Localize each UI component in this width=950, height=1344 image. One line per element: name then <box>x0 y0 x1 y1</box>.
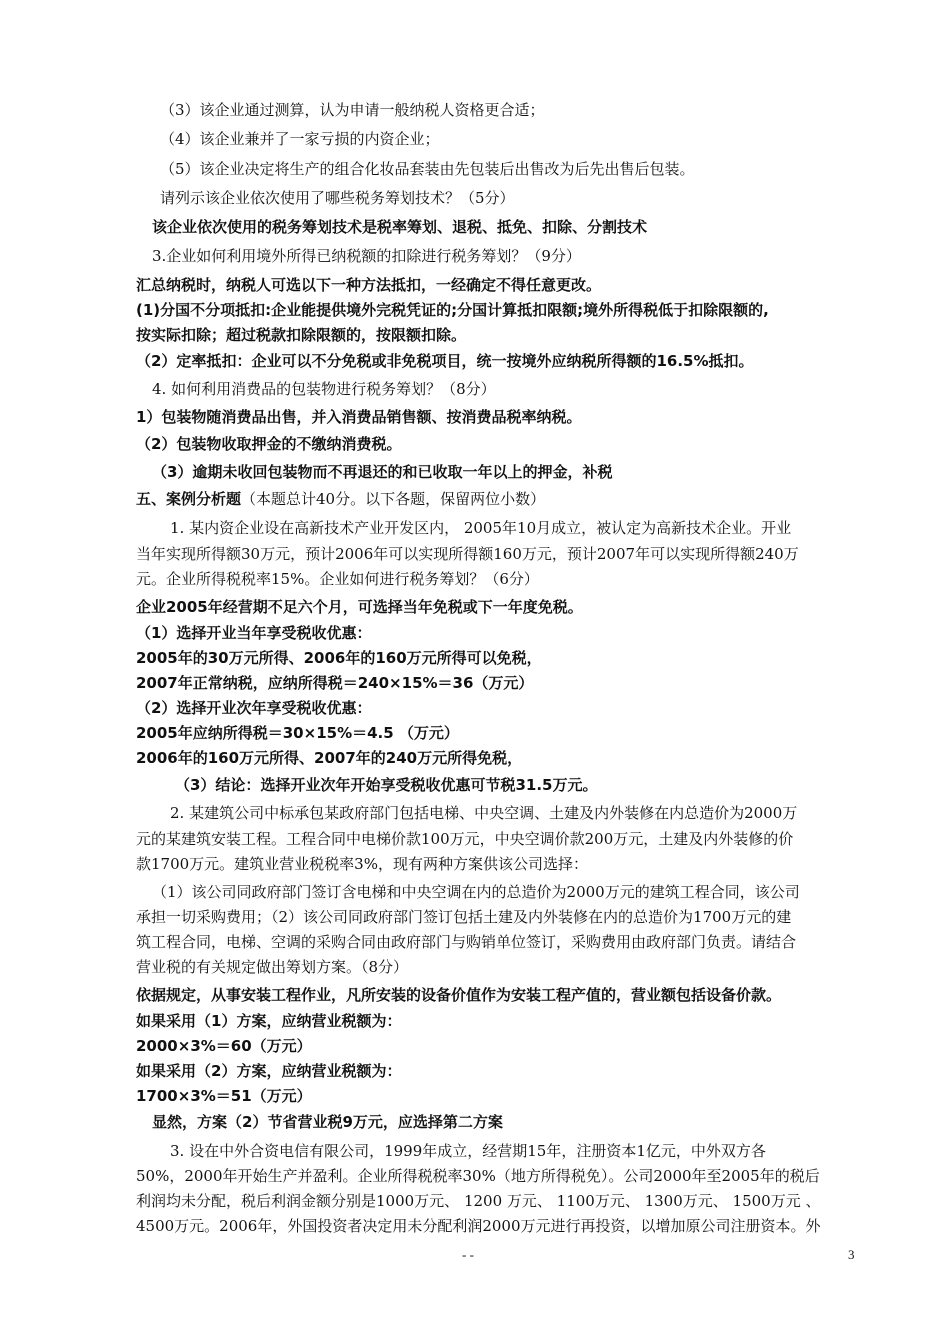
answer-line: 依据规定，从事安装工程作业，凡所安装的设备价值作为安装工程产值的，营业额包括设备价款。 <box>136 986 782 1004</box>
case-text-line: 50%，2000年开始生产并盈利。企业所得税税率30%（地方所得税免）。公司2000年至2005年的税后 <box>136 1167 820 1185</box>
answer-line: （2）包装物收取押金的不缴纳消费税。 <box>136 435 402 453</box>
case-text-line: 当年实现所得额30万元，预计2006年可以实现所得额160万元，预计2007年可以实现所得额240万 <box>136 545 799 563</box>
answer-line: （3）逾期未收回包装物而不再退还的和已收取一年以上的押金，补税 <box>152 463 613 481</box>
case-text-line: 承担一切采购费用；（2）该公司同政府部门签订包括土建及内外装修在内的总造价为1700万元的建 <box>136 908 792 926</box>
answer-line: 如果采用（2）方案，应纳营业税额为： <box>136 1062 402 1080</box>
case-text-line: 1. 某内资企业设在高新技术产业开发区内， 2005年10月成立，被认定为高新技术企业。开业 <box>170 519 792 537</box>
answer-line: 1700×3%＝51（万元） <box>136 1087 312 1105</box>
answer-line: （1）选择开业当年享受税收优惠： <box>136 624 372 642</box>
footer-dashes: - - <box>462 1247 474 1262</box>
case-text-line: 元的某建筑安装工程。工程合同中电梯价款100万元，中央空调价款200万元，土建及内外装修的价 <box>136 830 794 848</box>
text-line: （4）该企业兼并了一家亏损的内资企业； <box>160 130 440 148</box>
text-line: （5）该企业决定将生产的组合化妆品套装由先包装后出售改为后先出售后包装。 <box>160 160 695 178</box>
answer-line: 如果采用（1）方案，应纳营业税额为： <box>136 1012 402 1030</box>
answer-line: 2007年正常纳税，应纳所得税＝240×15%＝36（万元） <box>136 674 534 692</box>
case-text-line: 元。企业所得税税率15%。企业如何进行税务筹划？（6分） <box>136 570 539 588</box>
case-text-line: 利润均未分配，税后利润金额分别是1000万元、 1200 万元、 1100万元、 1300万元、 1500万元 、 <box>136 1192 821 1210</box>
section-heading <box>136 488 545 509</box>
case-text-line: 营业税的有关规定做出筹划方案。（8分） <box>136 958 409 976</box>
answer-line: 企业2005年经营期不足六个月，可选择当年免税或下一年度免税。 <box>136 598 583 616</box>
answer-line: 1）包装物随消费品出售，并入消费品销售额、按消费品税率纳税。 <box>136 408 582 426</box>
answer-line: (1)分国不分项抵扣:企业能提供境外完税凭证的;分国计算抵扣限额;境外所得税低于扣除限额的, <box>136 301 769 319</box>
answer-line: 2005年应纳所得税＝30×15%＝4.5 （万元） <box>136 724 459 742</box>
answer-line: 按实际扣除；超过税款扣除限额的，按限额扣除。 <box>136 326 467 344</box>
page-number: 3 <box>848 1247 855 1262</box>
case-text-line: 2. 某建筑公司中标承包某政府部门包括电梯、中央空调、土建及内外装修在内总造价为2000万 <box>170 804 798 822</box>
text-line: （3）该企业通过测算，认为申请一般纳税人资格更合适； <box>160 101 545 119</box>
section-note: （本题总计40分。以下各题，保留两位小数） <box>241 490 546 508</box>
case-text-line: 4500万元。2006年，外国投资者决定用未分配利润2000万元进行再投资，以增加原公司注册资本。外 <box>136 1217 821 1235</box>
answer-line: 2000×3%＝60（万元） <box>136 1037 312 1055</box>
case-text-line: 筑工程合同，电梯、空调的采购合同由政府部门与购销单位签订，采购费用由政府部门负责。请结合 <box>136 933 797 951</box>
section-title: 五、案例分析题 <box>136 490 242 508</box>
answer-line: 该企业依次使用的税务筹划技术是税率筹划、退税、抵免、扣除、分割技术 <box>152 218 648 236</box>
question-line: 3.企业如何利用境外所得已纳税额的扣除进行税务筹划？（9分） <box>152 247 581 265</box>
answer-line: （2）选择开业次年享受税收优惠： <box>136 699 372 717</box>
question-line: 4. 如何利用消费品的包装物进行税务筹划？（8分） <box>152 380 496 398</box>
answer-line: 2005年的30万元所得、2006年的160万元所得可以免税， <box>136 649 542 667</box>
answer-line: 汇总纳税时，纳税人可选以下一种方法抵扣，一经确定不得任意更改。 <box>136 276 602 294</box>
answer-line: （2）定率抵扣：企业可以不分免税或非免税项目，统一按境外应纳税所得额的16.5%抵扣。 <box>136 352 754 370</box>
case-text-line: 3. 设在中外合资电信有限公司，1999年成立，经营期15年，注册资本1亿元，中外双方各 <box>170 1142 766 1160</box>
case-text-line: 款1700万元。建筑业营业税税率3%，现有两种方案供该公司选择： <box>136 855 588 873</box>
answer-line: 2006年的160万元所得、2007年的240万元所得免税， <box>136 749 523 767</box>
answer-line: 显然，方案（2）节省营业税9万元，应选择第二方案 <box>152 1113 503 1131</box>
case-text-line: （1）该公司同政府部门签订含电梯和中央空调在内的总造价为2000万元的建筑工程合同，该公司 <box>152 883 800 901</box>
text-line: 请列示该企业依次使用了哪些税务筹划技术？（5分） <box>160 189 515 207</box>
answer-line: （3）结论：选择开业次年开始享受税收优惠可节税31.5万元。 <box>175 776 598 794</box>
